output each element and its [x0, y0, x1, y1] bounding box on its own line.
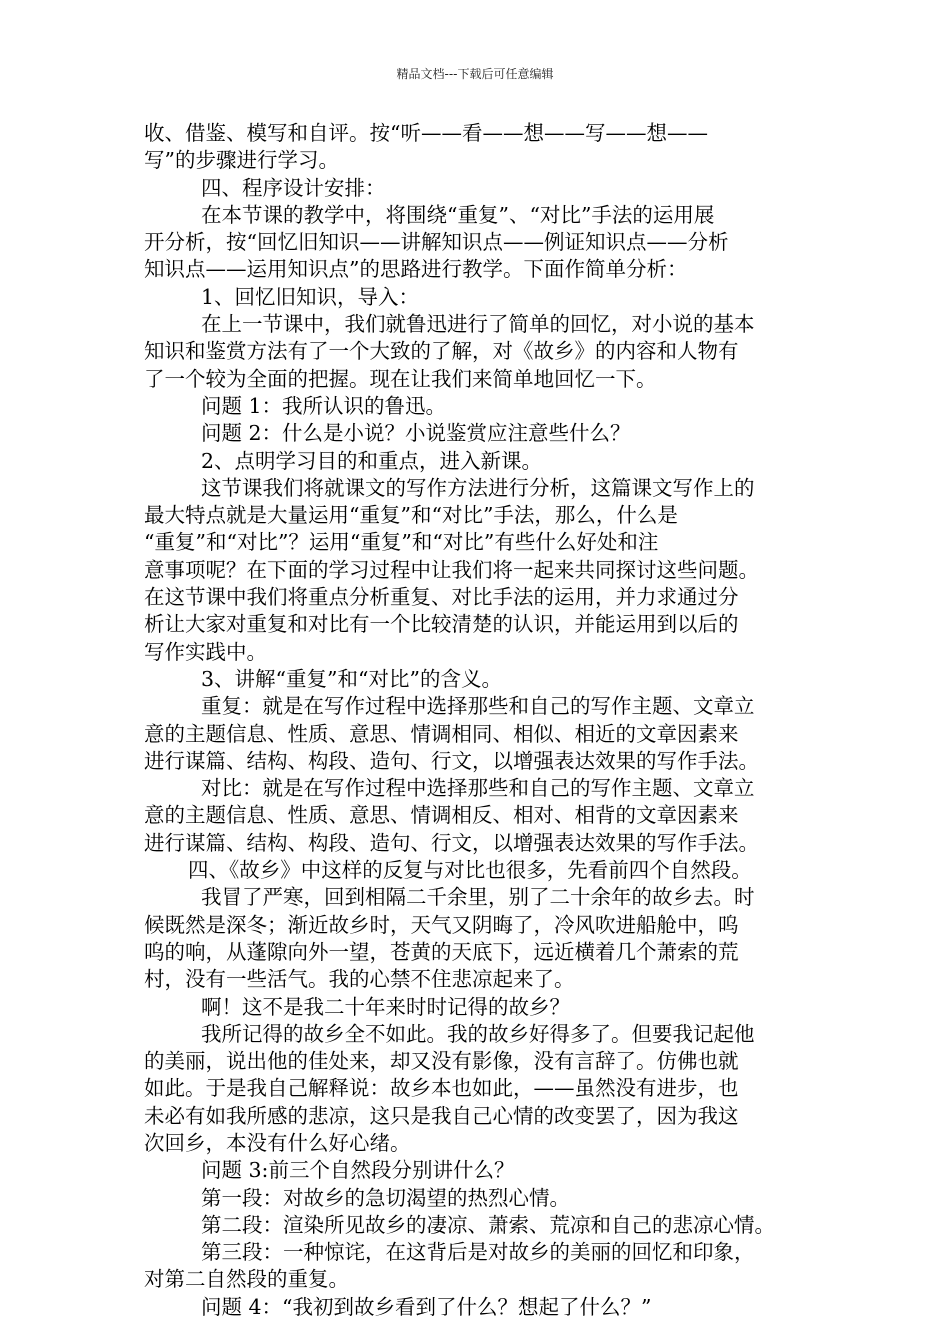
- text-line: 未必有如我所感的悲凉，这只是我自己心情的改变罢了，因为我这: [144, 1103, 739, 1128]
- text-line: 在上一节课中，我们就鲁迅进行了简单的回忆，对小说的基本: [201, 312, 755, 337]
- text-line: 最大特点就是大量运用“重复”和“对比”手法，那么，什么是: [144, 503, 678, 528]
- text-line: 在本节课的教学中，将围绕“重复”、“对比”手法的运用展: [201, 202, 715, 227]
- text-line: 知识和鉴赏方法有了一个大致的了解，对《故乡》的内容和人物有: [144, 339, 739, 364]
- text-line: 问题 4：“我初到故乡看到了什么？想起了什么？”: [201, 1294, 652, 1319]
- text-line: 了一个较为全面的把握。现在让我们来简单地回忆一下。: [144, 366, 657, 391]
- text-line: 意事项呢？在下面的学习过程中让我们将一起来共同探讨这些问题。: [144, 557, 759, 582]
- text-line: 1、回忆旧知识，导入：: [201, 284, 420, 309]
- text-line: 析让大家对重复和对比有一个比较清楚的认识，并能运用到以后的: [144, 612, 739, 637]
- text-line: 意的主题信息、性质、意思、情调相反、相对、相背的文章因素来: [144, 803, 739, 828]
- text-line: 如此。于是我自己解释说：故乡本也如此，——虽然没有进步，也: [144, 1076, 739, 1101]
- text-line: 问题 3:前三个自然段分别讲什么？: [201, 1158, 515, 1183]
- text-line: 写”的步骤进行学习。: [144, 148, 339, 173]
- text-line: 对比：就是在写作过程中选择那些和自己的写作主题、文章立: [201, 776, 755, 801]
- text-line: “重复”和“对比”？运用“重复”和“对比”有些什么好处和注: [144, 530, 659, 555]
- text-line: 开分析，按“回忆旧知识——讲解知识点——例证知识点——分析: [144, 230, 729, 255]
- text-line: 第三段：一种惊诧，在这背后是对故乡的美丽的回忆和印象，: [201, 1240, 755, 1265]
- text-line: 重复：就是在写作过程中选择那些和自己的写作主题、文章立: [201, 694, 755, 719]
- text-line: 知识点——运用知识点”的思路进行教学。下面作简单分析：: [144, 257, 688, 282]
- text-line: 2、点明学习目的和重点，进入新课。: [201, 448, 543, 473]
- text-line: 对第二自然段的重复。: [144, 1267, 349, 1292]
- text-line: 候既然是深冬；渐近故乡时，天气又阴晦了，冷风吹进船舱中，呜: [144, 912, 739, 937]
- text-line: 啊！这不是我二十年来时时记得的故乡？: [201, 994, 570, 1019]
- text-line: 在这节课中我们将重点分析重复、对比手法的运用，并力求通过分: [144, 585, 739, 610]
- text-line: 第二段：渲染所见故乡的凄凉、萧索、荒凉和自己的悲凉心情。: [201, 1212, 775, 1237]
- page-header: 精品文档---下载后可任意编辑: [396, 67, 554, 81]
- text-line: 我所记得的故乡全不如此。我的故乡好得多了。但要我记起他: [201, 1021, 755, 1046]
- text-line: 进行谋篇、结构、构段、造句、行文，以增强表达效果的写作手法。: [144, 748, 759, 773]
- text-line: 我冒了严寒，回到相隔二千余里，别了二十余年的故乡去。时: [201, 885, 755, 910]
- document-body: [144, 120, 816, 1321]
- text-line: 次回乡，本没有什么好心绪。: [144, 1130, 411, 1155]
- text-line: 意的主题信息、性质、意思、情调相同、相似、相近的文章因素来: [144, 721, 739, 746]
- text-line: 进行谋篇、结构、构段、造句、行文，以增强表达效果的写作手法。: [144, 830, 759, 855]
- text-line: 呜的响，从蓬隙向外一望，苍黄的天底下，远近横着几个萧索的荒: [144, 939, 739, 964]
- text-line: 四、程序设计安排：: [201, 175, 386, 200]
- text-line: 村，没有一些活气。我的心禁不住悲凉起来了。: [144, 967, 575, 992]
- text-line: 收、借鉴、模写和自评。按“听——看——想——写——想——: [144, 121, 708, 145]
- text-line: 第一段：对故乡的急切渴望的热烈心情。: [201, 1185, 570, 1210]
- text-line: 问题 1：我所认识的鲁迅。: [201, 393, 447, 418]
- text-line: 3、讲解“重复”和“对比”的含义。: [201, 666, 502, 691]
- text-line: 写作实践中。: [144, 639, 267, 664]
- text-line: 四、《故乡》中这样的反复与对比也很多，先看前四个自然段。: [188, 858, 752, 883]
- text-line: 这节课我们将就课文的写作方法进行分析，这篇课文写作上的: [201, 475, 755, 500]
- text-line: 的美丽，说出他的佳处来，却又没有影像，没有言辞了。仿佛也就: [144, 1049, 739, 1074]
- text-line: 问题 2：什么是小说？小说鉴赏应注意些什么？: [201, 421, 631, 446]
